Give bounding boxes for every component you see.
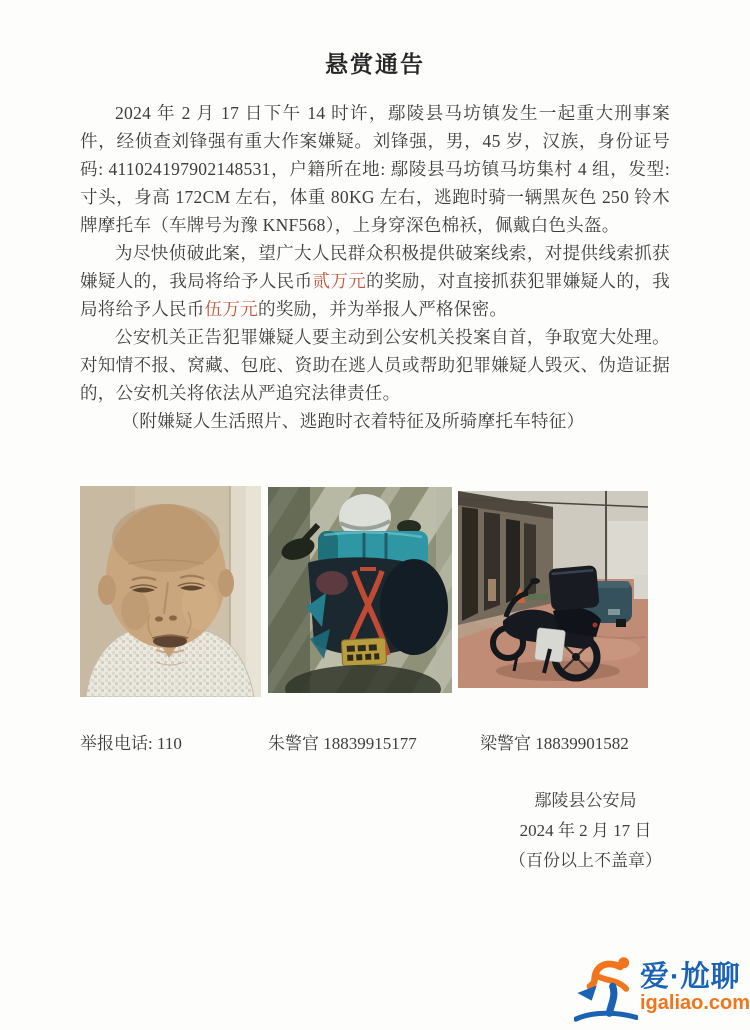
notice-title: 悬赏通告 — [325, 52, 425, 77]
paragraph-warning: 公安机关正告犯罪嫌疑人要主动到公安机关投案自首，争取宽大处理。对知情不报、窝藏、包庇、资助在逃人员或帮助犯罪嫌疑人毁灭、伪造证据的，公安机关将依法从严追究法律责任。 — [80, 327, 670, 403]
running-person-icon — [574, 948, 638, 1028]
reward-amount-20k: 贰万元 — [312, 271, 367, 291]
issue-date: 2024 年 2 月 17 日 — [519, 821, 652, 840]
watermark-text — [640, 962, 750, 1014]
reward-amount-50k: 伍万元 — [204, 299, 259, 319]
motorcycle-rear-photo-image — [268, 487, 452, 693]
motorcycle-street-photo — [458, 491, 648, 688]
paragraph-case-details: 2024 年 2 月 17 日下午 14 时许，鄢陵县马坊镇发生一起重大刑事案件，经侦查刘锋强有重大作案嫌疑。刘锋强，男，45 岁，汉族，身份证号码: 411024197902148531，户籍所在地: 鄢陵县马坊镇马坊集村 4 组，发型: 寸头，身高 172CM 左右，体重 80KG 左右，逃跑时骑一辆黑灰色 250 铃木牌摩托车（车牌号为豫 KNF568），上身穿深色棉袄，佩戴白色头盔。 — [80, 103, 670, 235]
motorcycle-street-photo-image — [458, 491, 648, 688]
no-seal-note: （百份以上不盖章） — [509, 851, 662, 870]
officer-liang-contact: 梁警官 18839901582 — [480, 734, 629, 753]
reward-text-after: 的奖励，并为举报人严格保密。 — [258, 299, 508, 319]
motorcycle-rear-photo — [268, 487, 452, 693]
watermark-site: igaliao.com — [640, 992, 750, 1014]
notice-body — [80, 99, 670, 435]
suspect-photo — [80, 486, 261, 697]
watermark-brand: 爱·尬聊 — [640, 961, 741, 993]
issuing-agency: 鄢陵县公安局 — [534, 791, 637, 810]
reward-text-mid: 的奖励，对直接抓获犯罪嫌疑人的，我局将给予人民币 — [80, 271, 670, 319]
watermark-logo — [574, 946, 750, 1030]
attachment-note: （附嫌疑人生活照片、逃跑时衣着特征及所骑摩托车特征） — [121, 411, 585, 431]
paragraph-reward — [80, 239, 670, 323]
reward-text-before: 为尽快侦破此案，望广大人民群众积极提供破案线索，对提供线索抓获嫌疑人的，我局将给予人民币 — [80, 243, 670, 291]
signature-block — [498, 786, 673, 876]
officer-zhu-contact: 朱警官 18839915177 — [268, 734, 417, 753]
report-hotline: 举报电话: 110 — [80, 734, 182, 753]
suspect-photo-image — [80, 486, 261, 697]
